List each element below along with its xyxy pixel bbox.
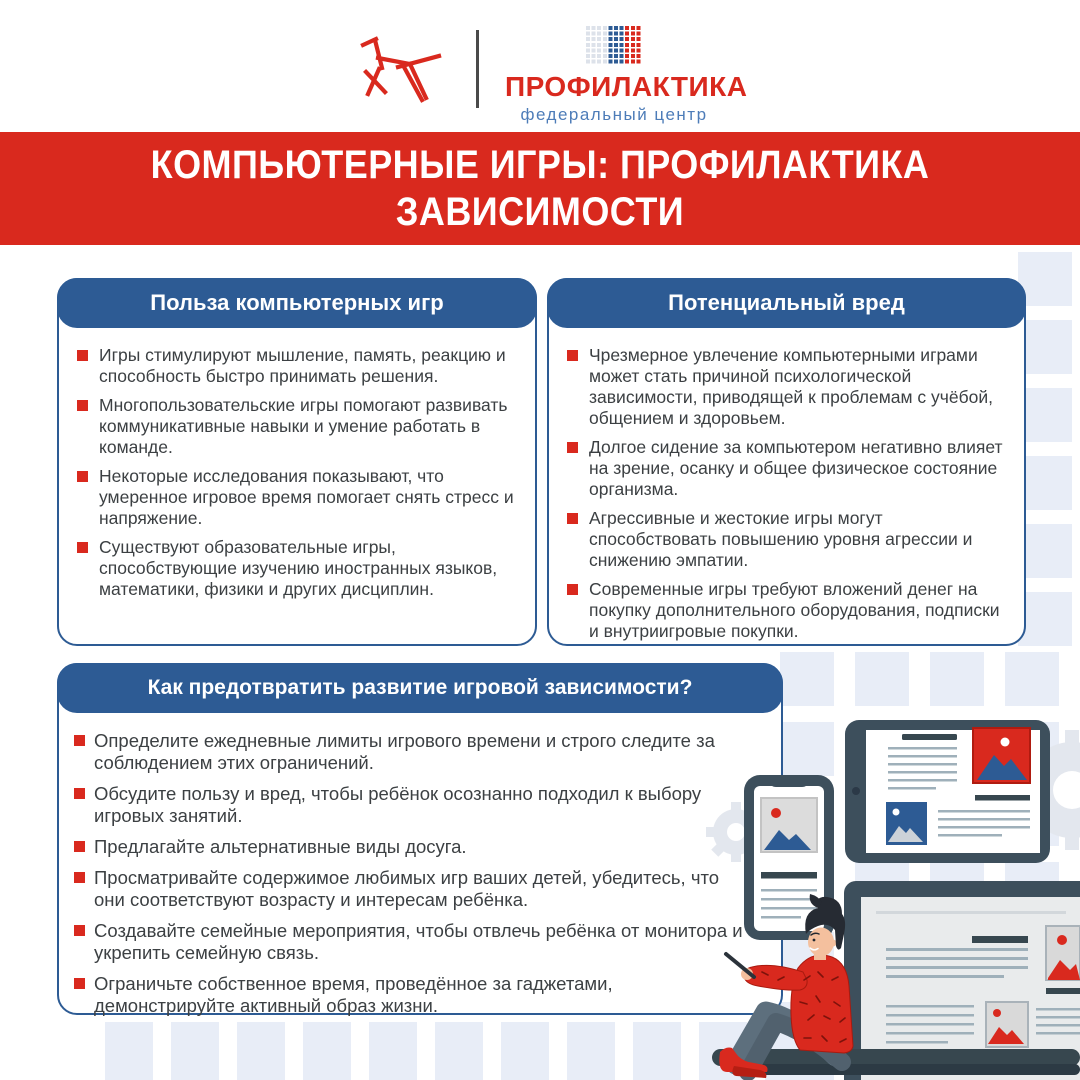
list-item-text: Игры стимулируют мышление, память, реакцию и способность быстро принимать решения. bbox=[99, 345, 506, 386]
card-prevention bbox=[57, 663, 783, 1015]
title-banner bbox=[0, 132, 1080, 245]
bullet-square-icon bbox=[74, 872, 85, 883]
bullet-square-icon bbox=[74, 788, 85, 799]
brand-subtitle: федеральный центр bbox=[520, 105, 708, 124]
list-item bbox=[59, 466, 525, 529]
card-harm bbox=[547, 278, 1026, 646]
list-item-text: Некоторые исследования показывают, что умеренное игровое время помогает снять стресс и напряжение. bbox=[99, 466, 514, 528]
pixel-pattern-right bbox=[1018, 252, 1072, 652]
list-item bbox=[549, 345, 1014, 429]
card-benefits-body bbox=[59, 280, 535, 644]
list-item bbox=[59, 836, 771, 858]
list-item bbox=[549, 508, 1014, 571]
pixel-pattern-bottom-strip bbox=[105, 1022, 795, 1080]
image-placeholder-icon bbox=[973, 728, 1030, 783]
bullet-square-icon bbox=[77, 350, 88, 361]
bullet-square-icon bbox=[77, 471, 88, 482]
list-item-text: Определите ежедневные лимиты игрового времени и строго следите за соблюдением этих ограничений. bbox=[94, 730, 715, 773]
list-item bbox=[59, 867, 771, 911]
list-item bbox=[59, 973, 771, 1017]
card-prevention-title: Как предотвратить развитие игровой зависимости? bbox=[57, 663, 783, 713]
page-title: КОМПЬЮТЕРНЫЕ ИГРЫ: ПРОФИЛАКТИКА ЗАВИСИМОСТИ bbox=[150, 143, 930, 234]
horse-logo-icon bbox=[352, 28, 448, 108]
gadgets-illustration bbox=[700, 650, 1080, 1080]
list-item-text: Агрессивные и жестокие игры могут способствовать повышению уровня агрессии и снижению эмпатии. bbox=[589, 508, 973, 570]
bullet-square-icon bbox=[77, 542, 88, 553]
list-item bbox=[549, 437, 1014, 500]
bullet-square-icon bbox=[567, 584, 578, 595]
list-item bbox=[59, 920, 771, 964]
card-benefits-title: Польза компьютерных игр bbox=[57, 278, 537, 328]
list-item bbox=[59, 395, 525, 458]
list-item bbox=[549, 579, 1014, 642]
bullet-square-icon bbox=[74, 735, 85, 746]
list-item bbox=[59, 783, 771, 827]
card-prevention-body bbox=[59, 665, 781, 1016]
list-item-text: Чрезмерное увлечение компьютерными играми может стать причиной психологической зависимости, приводящей к проблемам с учёбой, общением и здоровьем. bbox=[589, 345, 993, 428]
header-logo-row bbox=[0, 0, 1080, 132]
list-item-text: Современные игры требуют вложений денег на покупку дополнительного оборудования, подписки и внутриигровые покупки. bbox=[589, 579, 1000, 641]
list-item-text: Обсудите пользу и вред, чтобы ребёнок осознанно подходил к выбору игровых занятий. bbox=[94, 783, 702, 826]
card-harm-title: Потенциальный вред bbox=[547, 278, 1026, 328]
image-placeholder-icon bbox=[986, 1002, 1028, 1047]
bullet-square-icon bbox=[567, 513, 578, 524]
list-item-text: Существуют образовательные игры, способствующие изучению иностранных языков, математики, физики и других дисциплин. bbox=[99, 537, 498, 599]
list-item bbox=[59, 345, 525, 387]
list-item-text: Долгое сидение за компьютером негативно влияет на зрение, осанку и общее физическое состояние организма. bbox=[589, 437, 1003, 499]
image-placeholder-icon bbox=[886, 802, 927, 845]
bullet-square-icon bbox=[74, 841, 85, 852]
brand-logo bbox=[505, 24, 748, 125]
brand-title: ПРОФИЛАКТИКА bbox=[505, 71, 748, 102]
bullet-square-icon bbox=[567, 442, 578, 453]
bullet-square-icon bbox=[77, 400, 88, 411]
bullet-square-icon bbox=[74, 925, 85, 936]
list-item-text: Ограничьте собственное время, проведённое за гаджетами, демонстрируйте активный образ жизни. bbox=[94, 973, 613, 1016]
bullet-square-icon bbox=[567, 350, 578, 361]
card-benefits bbox=[57, 278, 537, 646]
list-item bbox=[59, 730, 771, 774]
list-item-text: Просматривайте содержимое любимых игр ваших детей, убедитесь, что они соответствуют возрасту и интересам ребёнка. bbox=[94, 867, 720, 910]
logo-divider bbox=[476, 30, 479, 108]
image-placeholder-icon bbox=[1046, 926, 1080, 980]
list-item bbox=[59, 537, 525, 600]
card-harm-body bbox=[549, 280, 1024, 644]
list-item-text: Предлагайте альтернативные виды досуга. bbox=[94, 836, 467, 857]
pixel-grid-flag-icon bbox=[586, 26, 642, 65]
image-placeholder-icon bbox=[761, 798, 817, 852]
list-item-text: Многопользовательские игры помогают развивать коммуникативные навыки и умение работать в команде. bbox=[99, 395, 508, 457]
bullet-square-icon bbox=[74, 978, 85, 989]
list-item-text: Создавайте семейные мероприятия, чтобы отвлечь ребёнка от монитора и укрепить семейную связь. bbox=[94, 920, 743, 963]
tablet-illustration bbox=[845, 720, 1050, 863]
